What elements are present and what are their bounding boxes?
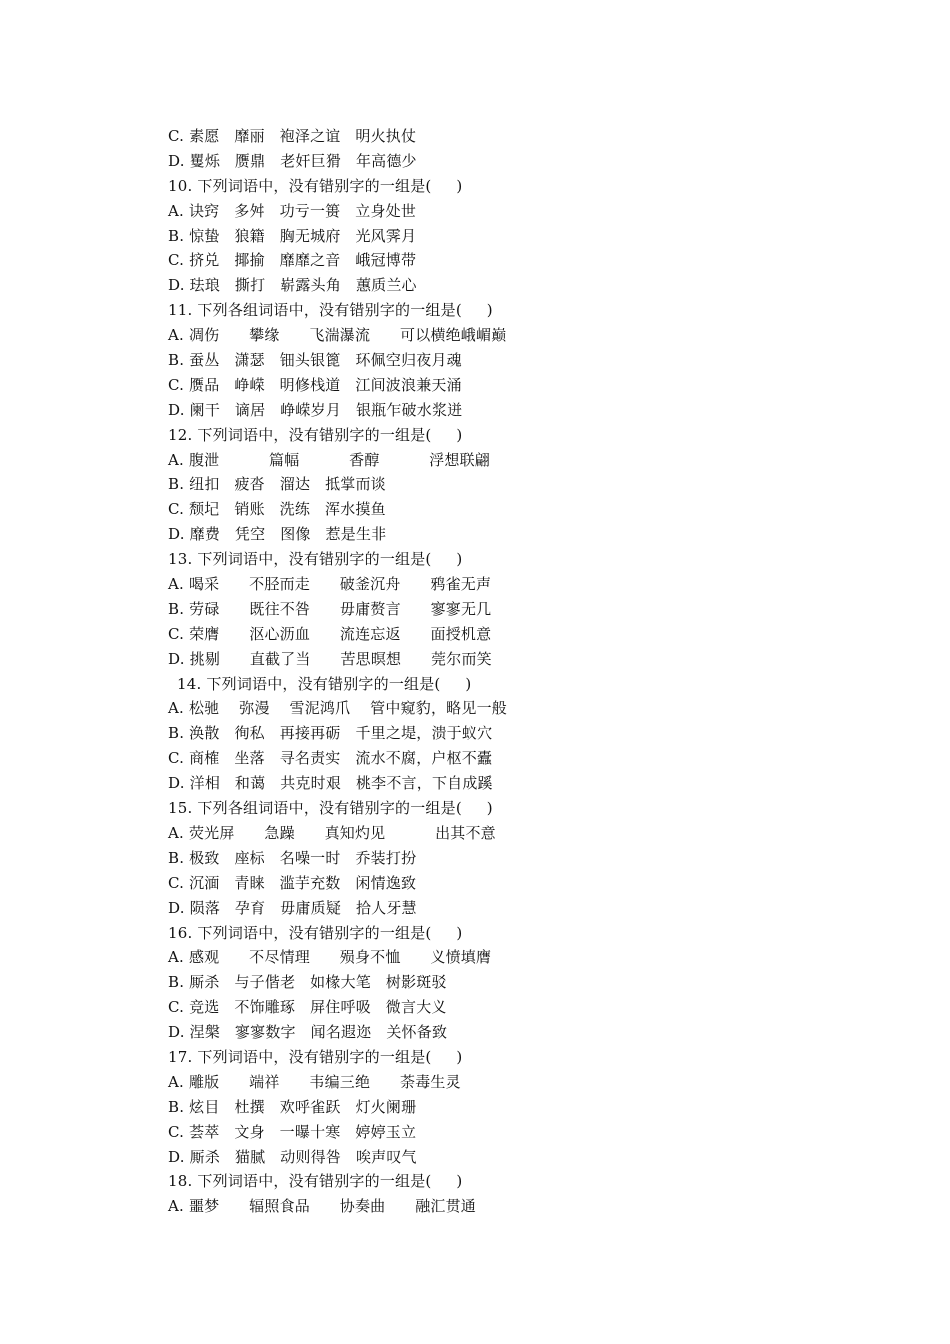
option-c-q13: C. 荣膺 沤心沥血 流连忘返 面授机意 xyxy=(168,624,492,643)
question-18-stem: 18. 下列词语中，没有错别字的一组是( ) xyxy=(168,1172,463,1191)
question-14-stem: 14. 下列词语中，没有错别字的一组是( ) xyxy=(177,674,472,693)
option-c-q16: C. 竞选 不饰雕琢 屏住呼吸 微言大义 xyxy=(168,998,447,1017)
option-b-q16: B. 厮杀 与子偕老 如椽大笔 树影斑驳 xyxy=(168,973,447,992)
option-c-q12: C. 颓圮 销账 洗练 浑水摸鱼 xyxy=(168,500,386,519)
question-13-stem: 13. 下列词语中，没有错别字的一组是( ) xyxy=(168,550,463,569)
option-a-q13: A. 喝采 不胫而走 破釜沉舟 鸦雀无声 xyxy=(168,575,492,594)
question-11-stem: 11. 下列各组词语中，没有错别字的一组是( ) xyxy=(168,301,493,320)
option-b-q15: B. 极致 座标 名噪一时 乔装打扮 xyxy=(168,848,417,867)
option-b-q17: B. 炫目 杜撰 欢呼雀跃 灯火阑珊 xyxy=(168,1097,417,1116)
option-b-q14: B. 涣散 徇私 再接再砺 千里之堤，溃于蚁穴 xyxy=(168,724,493,743)
option-b-q10: B. 惊蛰 狼籍 胸无城府 光风霁月 xyxy=(168,226,417,245)
question-15-stem: 15. 下列各组词语中，没有错别字的一组是( ) xyxy=(168,799,493,818)
option-d-q11: D. 阑干 谪居 峥嵘岁月 银瓶乍破水浆迸 xyxy=(168,400,463,419)
option-c-q17: C. 荟萃 文身 一曝十寒 婷婷玉立 xyxy=(168,1122,417,1141)
option-d-q17: D. 厮杀 猫腻 动则得咎 唉声叹气 xyxy=(168,1147,417,1166)
option-a-q16: A. 感观 不尽情理 殒身不恤 义愤填膺 xyxy=(168,948,492,967)
question-12-stem: 12. 下列词语中，没有错别字的一组是( ) xyxy=(168,425,463,444)
option-d-q14: D. 洋相 和蔼 共克时艰 桃李不言，下自成蹊 xyxy=(168,774,493,793)
option-d-q10: D. 珐琅 撕打 崭露头角 蕙质兰心 xyxy=(168,276,417,295)
option-b-q13: B. 劳碌 既往不咎 毋庸赘言 寥寥无几 xyxy=(168,599,492,618)
option-a-q17: A. 雕版 端祥 韦编三绝 荼毒生灵 xyxy=(168,1072,461,1091)
option-b-q12: B. 纽扣 疲沓 溜达 抵掌而谈 xyxy=(168,475,386,494)
option-d-q9: D. 矍烁 赝鼎 老奸巨猾 年高德少 xyxy=(168,151,417,170)
option-c-q15: C. 沉湎 青睐 滥芋充数 闲情逸致 xyxy=(168,873,417,892)
option-a-q15: A. 荧光屏 急躁 真知灼见 出其不意 xyxy=(168,823,496,842)
option-c-q10: C. 挤兑 揶揄 靡靡之音 峨冠博带 xyxy=(168,251,417,270)
question-10-stem: 10. 下列词语中，没有错别字的一组是( ) xyxy=(168,176,463,195)
option-d-q16: D. 涅槃 寥寥数字 闻名遐迩 关怀备致 xyxy=(168,1023,448,1042)
option-d-q13: D. 挑剔 直截了当 苦思暝想 莞尔而笑 xyxy=(168,649,492,668)
option-c-q14: C. 商榷 坐落 寻名责实 流水不腐，户枢不蠹 xyxy=(168,749,493,768)
option-c-q9: C. 素愿 靡丽 袍泽之谊 明火执仗 xyxy=(168,127,417,145)
option-a-q18: A. 噩梦 辐照食品 协奏曲 融汇贯通 xyxy=(168,1197,476,1216)
option-b-q11: B. 蚕丛 潇瑟 钿头银篦 环佩空归夜月魂 xyxy=(168,351,462,370)
question-17-stem: 17. 下列词语中，没有错别字的一组是( ) xyxy=(168,1047,463,1066)
question-16-stem: 16. 下列词语中，没有错别字的一组是( ) xyxy=(168,923,463,942)
option-a-q14: A. 松驰 弥漫 雪泥鸿爪 管中窥豹，略见一般 xyxy=(168,699,507,718)
option-a-q10: A. 诀窍 多舛 功亏一篑 立身处世 xyxy=(168,201,417,220)
option-c-q11: C. 赝品 峥嵘 明修栈道 江间波浪兼天涌 xyxy=(168,375,462,394)
option-a-q12: A. 腹泄 篇幅 香醇 浮想联翩 xyxy=(168,450,491,469)
option-a-q11: A. 凋伤 攀缘 飞湍瀑流 可以横绝峨嵋巅 xyxy=(168,326,507,345)
question-list xyxy=(168,124,868,1219)
option-d-q12: D. 靡费 凭空 图像 惹是生非 xyxy=(168,525,387,544)
option-d-q15: D. 陨落 孕育 毋庸质疑 拾人牙慧 xyxy=(168,898,417,917)
